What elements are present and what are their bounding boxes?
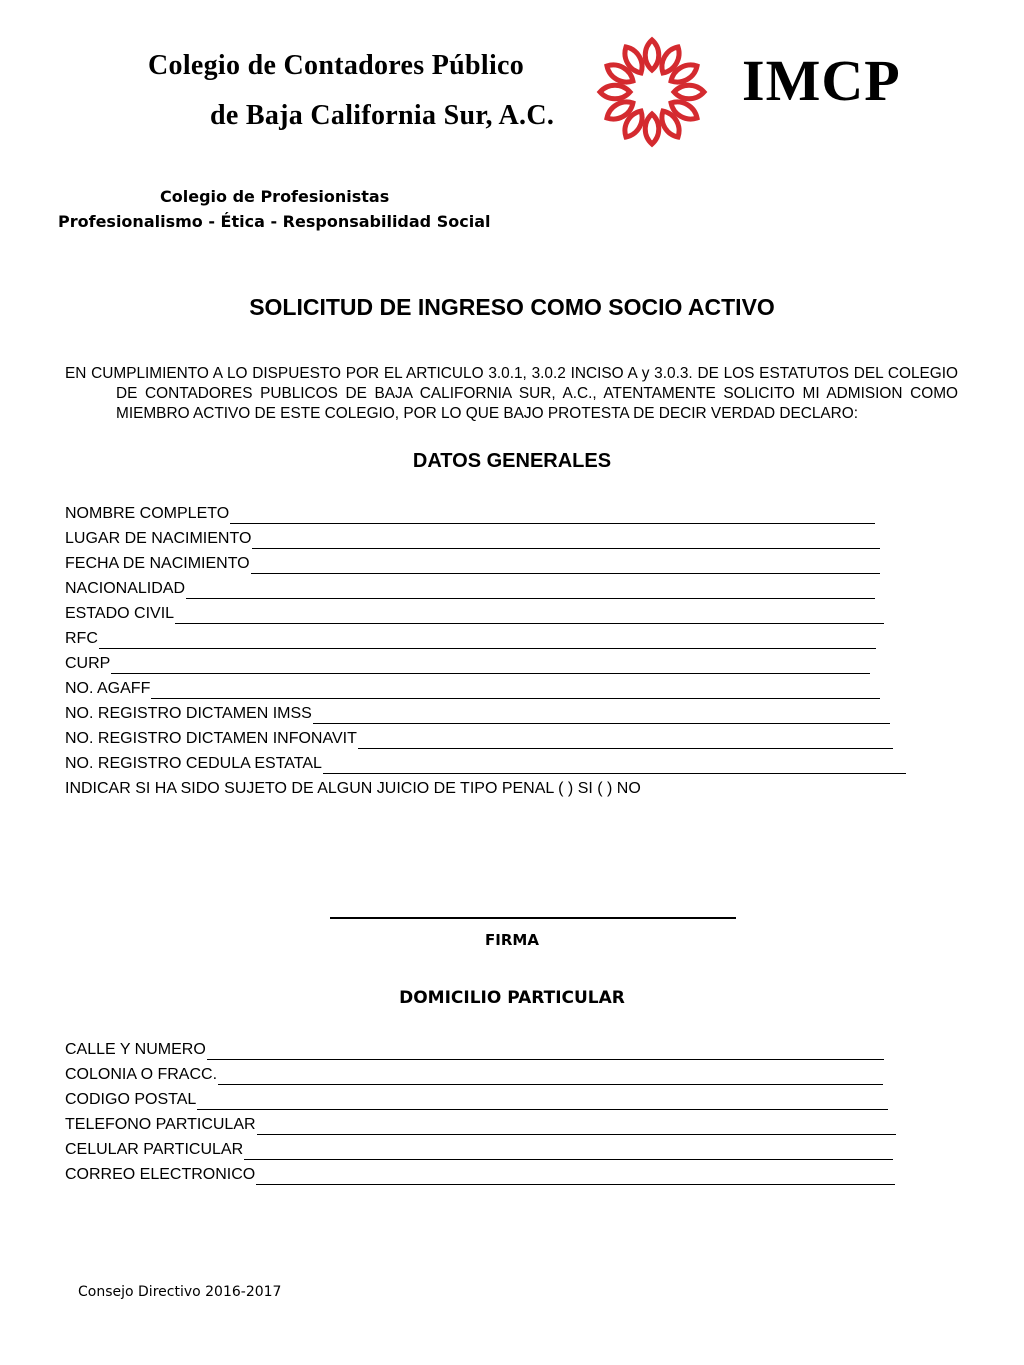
general-field-blank[interactable] xyxy=(230,507,875,524)
address-field[interactable] xyxy=(65,1115,896,1135)
address-field-label: CORREO ELECTRONICO xyxy=(65,1166,256,1183)
general-field-label: NACIONALIDAD xyxy=(65,580,186,597)
logo-petal xyxy=(645,114,659,144)
address-field-label: TELEFONO PARTICULAR xyxy=(65,1116,256,1133)
address-field-label: CALLE Y NUMERO xyxy=(65,1041,206,1058)
general-field[interactable] xyxy=(65,504,875,524)
general-field-label: FECHA DE NACIMIENTO xyxy=(65,555,250,572)
address-field-label: CELULAR PARTICULAR xyxy=(65,1141,244,1158)
address-field-blank[interactable] xyxy=(218,1068,883,1085)
address-field-label: CODIGO POSTAL xyxy=(65,1091,197,1108)
general-field[interactable] xyxy=(65,529,880,549)
address-field-blank[interactable] xyxy=(197,1093,888,1110)
logo-petal xyxy=(620,44,647,77)
footer-text: Consejo Directivo 2016-2017 xyxy=(78,1284,282,1300)
general-field-blank[interactable] xyxy=(358,732,893,749)
general-field[interactable] xyxy=(65,579,875,599)
general-field-label: NO. REGISTRO DICTAMEN INFONAVIT xyxy=(65,730,357,747)
general-field[interactable] xyxy=(65,629,876,649)
general-field-blank[interactable] xyxy=(175,607,884,624)
general-field-blank[interactable] xyxy=(323,757,906,774)
address-field[interactable] xyxy=(65,1165,895,1185)
address-field[interactable] xyxy=(65,1090,888,1110)
general-field[interactable] xyxy=(65,554,880,574)
logo-petal xyxy=(620,108,647,141)
logo-petal xyxy=(674,85,704,99)
general-field-label: ESTADO CIVIL xyxy=(65,605,175,622)
address-field-blank[interactable] xyxy=(256,1168,895,1185)
general-field[interactable] xyxy=(65,654,870,674)
general-field[interactable] xyxy=(65,704,890,724)
general-field-label: CURP xyxy=(65,655,111,672)
general-field-label: NO. REGISTRO DICTAMEN IMSS xyxy=(65,705,312,722)
imcp-logo-text: IMCP xyxy=(742,48,901,113)
address-field-blank[interactable] xyxy=(244,1143,893,1160)
general-field-blank[interactable] xyxy=(111,657,870,674)
general-data-title: DATOS GENERALES xyxy=(412,450,612,472)
address-title: DOMICILIO PARTICULAR xyxy=(399,988,625,1008)
intro-paragraph: EN CUMPLIMIENTO A LO DISPUESTO POR EL ARTICULO 3.0.1, 3.0.2 INCISO A y 3.0.3. DE LOS ESTATUTOS DEL COLEGIO DE CONTADORES PUBLICOS DE BAJA CALIFORNIA SUR, A.C., ATENTAMENTE SOLICITO MI ADMISION COMO MIEMBRO ACTIVO DE ESTE COLEGIO, POR LO QUE BAJO PROTESTA DE DECIR VERDAD DECLARO: xyxy=(65,365,958,422)
general-field-label: NOMBRE COMPLETO xyxy=(65,505,230,522)
general-field-blank[interactable] xyxy=(252,532,880,549)
signature-line[interactable] xyxy=(330,917,736,919)
logo-petal xyxy=(604,60,637,87)
general-field-label: NO. REGISTRO CEDULA ESTATAL xyxy=(65,755,322,772)
subtitle: Colegio de Profesionistas xyxy=(160,187,390,206)
org-name-line1: Colegio de Contadores Público xyxy=(148,50,525,81)
page-title: SOLICITUD DE INGRESO COMO SOCIO ACTIVO xyxy=(249,294,775,320)
logo-petal xyxy=(657,44,684,77)
address-field[interactable] xyxy=(65,1065,883,1085)
address-field[interactable] xyxy=(65,1140,893,1160)
address-field-blank[interactable] xyxy=(207,1043,884,1060)
logo-petal xyxy=(657,108,684,141)
logo-petal xyxy=(668,97,701,124)
logo-petal xyxy=(600,85,630,99)
general-field-blank[interactable] xyxy=(99,632,876,649)
general-field-blank[interactable] xyxy=(151,682,880,699)
general-field-blank[interactable] xyxy=(251,557,880,574)
address-field-blank[interactable] xyxy=(257,1118,896,1135)
motto: Profesionalismo - Ética - Responsabilidad Social xyxy=(58,212,491,231)
general-field-blank[interactable] xyxy=(313,707,890,724)
general-field[interactable] xyxy=(65,754,906,774)
general-field-label: RFC xyxy=(65,630,98,647)
logo-petal xyxy=(604,97,637,124)
logo-petal xyxy=(668,60,701,87)
org-name-line2: de Baja California Sur, A.C. xyxy=(210,100,555,131)
general-field-label: NO. AGAFF xyxy=(65,680,151,697)
signature-label: FIRMA xyxy=(485,931,539,949)
address-field[interactable] xyxy=(65,1040,884,1060)
address-field-label: COLONIA O FRACC. xyxy=(65,1066,218,1083)
general-field[interactable] xyxy=(65,604,884,624)
penal-question: INDICAR SI HA SIDO SUJETO DE ALGUN JUICIO DE TIPO PENAL ( ) SI ( ) NO xyxy=(65,780,641,797)
general-field[interactable] xyxy=(65,729,893,749)
imcp-logo-icon xyxy=(588,28,716,156)
general-field-blank[interactable] xyxy=(186,582,875,599)
logo-petal xyxy=(645,40,659,70)
general-field-label: LUGAR DE NACIMIENTO xyxy=(65,530,252,547)
general-field[interactable] xyxy=(65,679,880,699)
